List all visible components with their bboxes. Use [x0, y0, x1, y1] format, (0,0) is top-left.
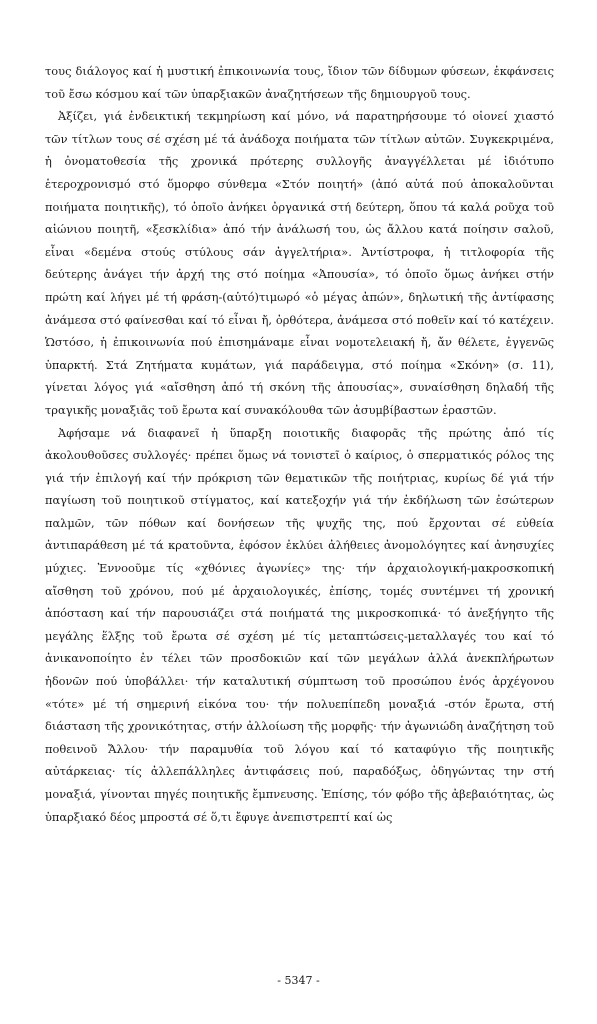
page-body [45, 60, 554, 828]
paragraph-1: τους διάλογος καί ἡ μυστική ἐπικοινωνία τους, ἴδιον τῶν δίδυμων φύσεων, ἐκφάνσεις τοῦ ἔσω κόσμου καί τῶν ὑπαρξιακῶν ἀναζητήσεων τῆς δημιουργοῦ τους. [45, 64, 554, 101]
paragraph-3: Ἀφήσαμε νά διαφανεῖ ἡ ὕπαρξη ποιοτικῆς διαφορᾶς τῆς πρώτης ἀπό τίς ἀκολουθοῦσες συλλογές· πρέπει ὅμως νά τονιστεῖ ὁ καίριος, ὁ σπερματικός ρόλος της γιά τήν ἐπιλογή καί τήν πρόκριση τῶν θεματικῶν τῆς ποιήτριας, κυρίως δέ γιά τήν παγίωση τοῦ ποιητικοῦ στίγματος, καί κατεξοχήν γιά τήν ἐκδήλωση τῶν ἐσώτερων παλμῶν, τῶν πόθων καί δονήσεων τῆς ψυχῆς της, πού ἔρχονται σέ εὐθεία ἀντιπαράθεση μέ τά κρατοῦντα, ἐφόσον ἐκλύει ἀλήθειες ἀνομολόγητες καί ἀνησυχίες μύχιες. Ἐννοοῦμε τίς «χθόνιες ἀγωνίες» της· τήν ἀρχαιολογική-μακροσκοπική αἴσθηση τοῦ χρόνου, πού μέ ἀρχαιολογικές, ἐπίσης, τομές συντέμνει τή χρονική ἀπόσταση καί τήν παρουσιάζει στά ποιήματά της μικροσκοπικά· τό ἀνεξήγητο τῆς μεγάλης ἕλξης τοῦ ἔρωτα σέ σχέση μέ τίς μεταπτώσεις-μεταλλαγές του καί τό ἀνικανοποίητο ἐν τέλει τῶν προσδοκιῶν καί τῶν μεγάλων ἀλλά ἀνεκπλήρωτων ἡδονῶν πού ὑποβάλλει· τήν καταλυτική σύμπτωση τοῦ προσώπου ἑνός ἀρχέγονου «τότε» μέ τή σημερινή εἰκόνα του· τήν πολυεπίπεδη μοναξιά -στόν ἔρωτα, στή διάσταση τῆς χρονικότητας, στήν ἀλλοίωση τῆς μορφῆς· τήν ἀγωνιώδη ἀναζήτηση τοῦ ποθεινοῦ Ἄλλου· τήν παραμυθία τοῦ λόγου καί τό καταφύγιο τῆς ποιητικῆς αὐτάρκειας· τίς ἀλλεπάλληλες ἀντιφάσεις πού, παραδόξως, ὁδηγώντας την στή μοναξιά, γίνονται πηγές ποιητικῆς ἔμπνευσης. Ἐπίσης, τόν φόβο τῆς ἀβεβαιότητας, ὡς ὑπαρξιακό δέος μπροστά σέ ὅ,τι ἔφυγε ἀνεπιστρεπτί καί ὡς [45, 425, 554, 824]
page-number: - 5347 - [277, 974, 320, 987]
paragraph-2: Ἀξίζει, γιά ἐνδεικτική τεκμηρίωση καί μόνο, νά παρατηρήσουμε τό οἱονεί χιαστό τῶν τίτλων τους σέ σχέση μέ τά ἀνάδοχα ποιήματα τῶν τίτλων αὐτῶν. Συγκεκριμένα, ἡ ὀνοματοθεσία τῆς χρονικά πρότερης συλλογῆς ἀναγγέλλεται μέ ἰδιότυπο ἑτεροχρονισμό στό ὅμορφο σύνθεμα «Στόν ποιητή» (ἀπό αὐτά πού ἀποκαλοῦνται ποιήματα ποιητικῆς), τό ὁποῖο ἀνήκει ὀργανικά στή δεύτερη, ὅπου τά καλά ροῦχα τοῦ αἰώνιου ποιητῆ, «ξεσκλίδια» ἀπό τήν ἀνάλωσή του, ὡς ἄλλου κατά ποίησιν σαλοῦ, εἶναι «δεμένα στούς στύλους σάν ἀγγελτήρια». Ἀντίστροφα, ἡ τιτλοφορία τῆς δεύτερης ἀνάγει τήν ἀρχή της στό ποίημα «Ἀπουσία», τό ὁποῖο ὅμως ἀνήκει στήν πρώτη καί λήγει μέ τή φράση-(αὐτό)τιμωρό «ὁ μέγας ἀπών», δηλωτική τῆς ἀντίφασης ἀνάμεσα στό φαίνεσθαι καί τό εἶναι ἤ, ὀρθότερα, ἀνάμεσα στό ποθεῖν καί τό κατέχειν. Ὡστόσο, ἡ ἐπικοινωνία πού ἐπισημάναμε εἶναι νομοτελειακή ἤ, ἄν θέλετε, ἐγγενῶς ὑπαρκτή. Στά Ζητήματα κυμάτων, γιά παράδειγμα, στό ποίημα «Σκόνη» (σ. 11), γίνεται λόγος γιά «αἴσθηση ἀπό τή σκόνη τῆς ἀπουσίας», συναίσθηση δηλαδή τῆς τραγικῆς μοναξιᾶς τοῦ ἔρωτα καί συνακόλουθα τῶν ἀσυμβίβαστων ἐραστῶν. [45, 109, 554, 417]
